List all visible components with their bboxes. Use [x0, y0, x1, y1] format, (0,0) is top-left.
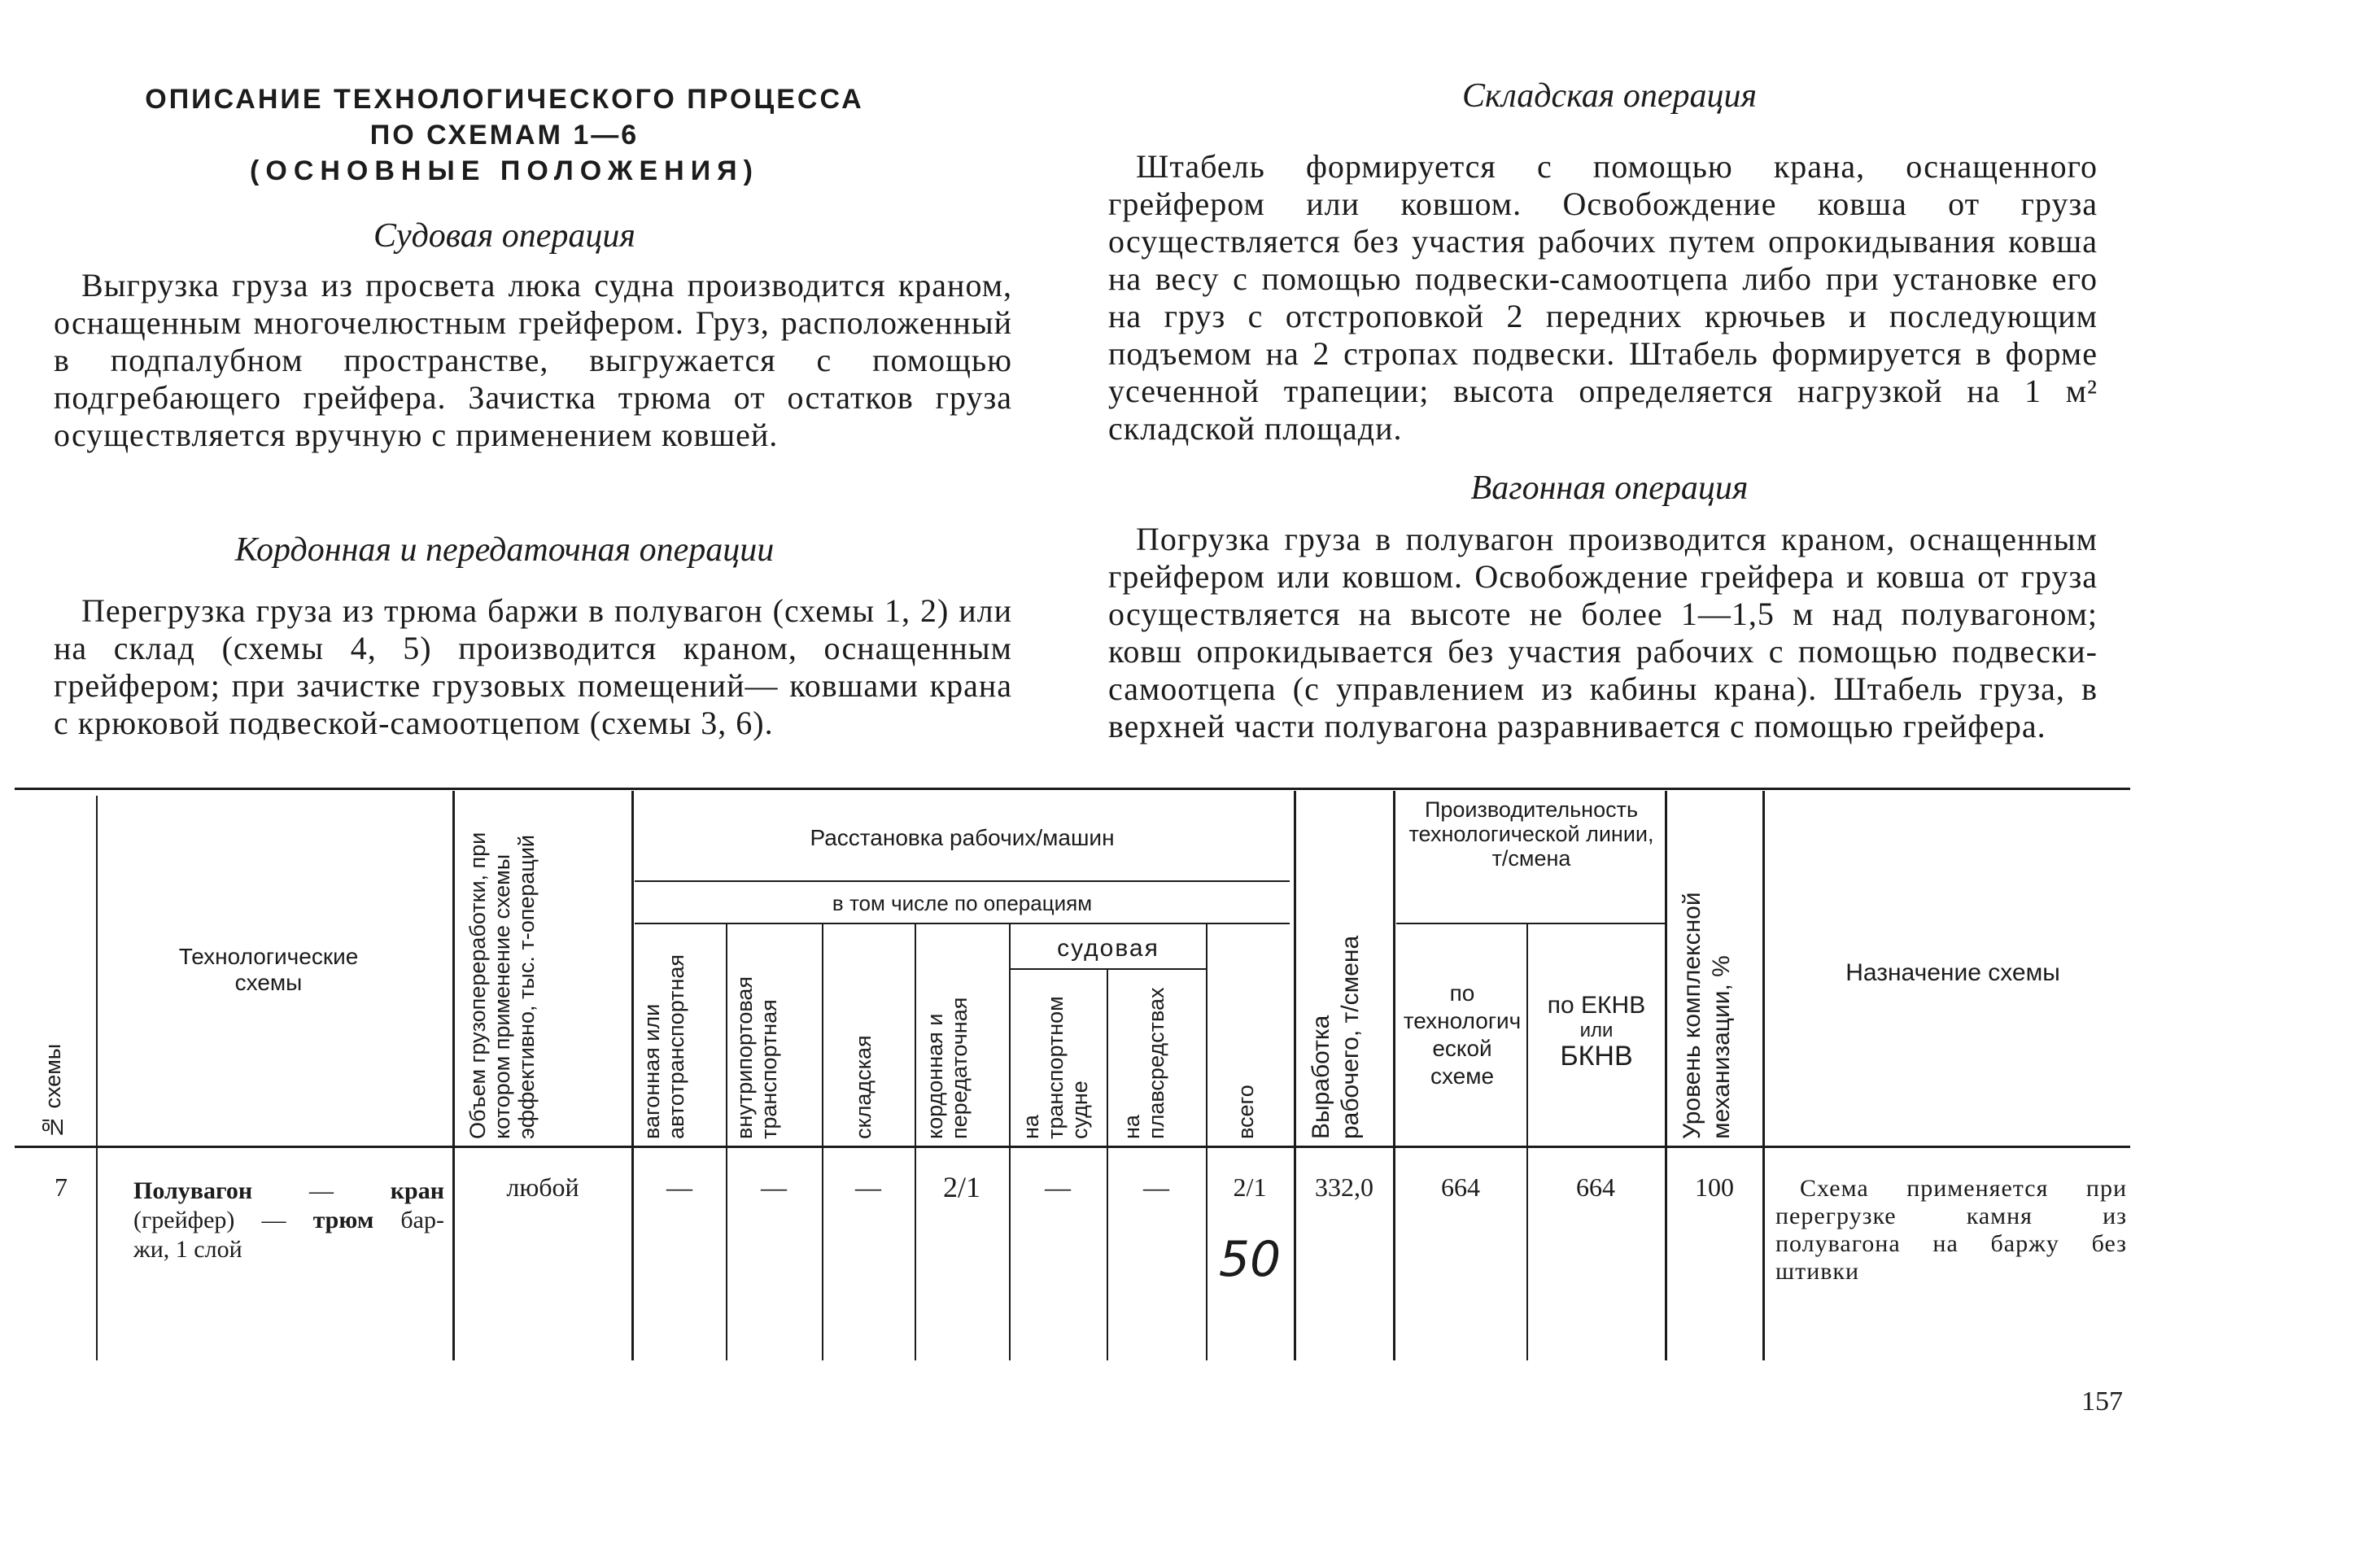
section-title-warehouse-operation: Складская операция — [1461, 77, 1757, 115]
productivity-subrule — [1396, 923, 1666, 924]
header-output-per-worker: Выработка рабочего, т/смена — [1308, 935, 1364, 1139]
row-wagon-auto: — — [666, 1172, 692, 1202]
row-purpose: Схема применяется при перегрузке камня из полувагона на баржу без штивки — [1775, 1175, 2127, 1285]
row-warehouse: — — [855, 1172, 881, 1202]
row-tech-scheme-line1 — [133, 1177, 444, 1206]
col-rule-9 — [1206, 923, 1207, 1360]
row-tech-scheme-dash2: — — [261, 1207, 286, 1233]
row-tech-scheme-line3: жи, 1 слой — [133, 1236, 242, 1263]
main-heading-line1: ОПИСАНИЕ ТЕХНОЛОГИЧЕСКОГО ПРОЦЕССА — [145, 84, 864, 115]
row-total-handwritten-note: 50 — [1218, 1231, 1282, 1288]
row-tech-scheme — [133, 1177, 444, 1264]
row-by-tech-scheme: 664 — [1441, 1172, 1480, 1202]
header-purpose: Назначение схемы — [1845, 959, 2060, 986]
placement-subrule — [635, 880, 1290, 882]
col-rule-5 — [822, 923, 823, 1360]
col-rule-7 — [1009, 923, 1011, 1360]
header-incl-operations: в том числе по операциям — [832, 891, 1093, 915]
row-by-eknv: 664 — [1576, 1172, 1615, 1202]
header-by-eknv-line2: или — [1579, 1019, 1614, 1041]
header-total: всего — [1234, 1085, 1258, 1139]
paragraph-wagon-operation: Погрузка груза в полувагон производится краном, оснащенным грейфером или ковшом. Освобождение грейфера и ковша от груза осуществляется на высоте не более 1—1,5 м над полувагоном; ковш опрокидывается без участия рабочих с помощью подвески-самоотцепа (с управлением из кабины крана). Штабель груза, в верхней части полувагона разравнивается с помощью грейфера. — [1108, 521, 2098, 744]
paragraph-cordon-operations: Перегрузка груза из трюма баржи в полувагон (схемы 1, 2) или на склад (схемы 4, 5) производится краном, оснащенным грейфером; при зачистке грузовых помещений— ковшами крана с крюковой подвеской-самоотцепом (схемы 3, 6). — [54, 592, 1012, 741]
header-intraport: внутрипортовая транспортная — [732, 976, 781, 1139]
row-tech-scheme-barge: бар- — [400, 1207, 444, 1233]
main-heading-line3: (ОСНОВНЫЕ ПОЛОЖЕНИЯ) — [250, 155, 759, 186]
col-rule-8 — [1107, 968, 1108, 1360]
page-number: 157 — [2081, 1386, 2123, 1417]
row-scheme-no: 7 — [55, 1172, 68, 1202]
row-tech-scheme-hold: трюм — [312, 1207, 374, 1233]
header-by-tech-scheme: по технологической схеме — [1403, 980, 1522, 1089]
col-rule-2 — [452, 791, 455, 1360]
operations-subrule — [635, 923, 1290, 924]
row-tech-scheme-dash1: — — [308, 1177, 334, 1204]
row-cordon: 2/1 — [942, 1171, 980, 1203]
row-intraport: — — [761, 1172, 787, 1202]
row-output-per-worker: 332,0 — [1315, 1172, 1373, 1202]
row-tech-scheme-line2 — [133, 1206, 444, 1235]
header-mechanization: Уровень комплексной механизации, % — [1679, 892, 1735, 1139]
row-on-floating: — — [1143, 1172, 1169, 1202]
row-total: 2/1 — [1233, 1172, 1267, 1202]
row-tech-scheme-wagon: Полувагон — [133, 1177, 253, 1204]
table-top-rule — [15, 788, 2130, 790]
col-rule-4 — [726, 923, 727, 1360]
row-tech-scheme-crane: кран — [390, 1177, 444, 1204]
header-tech-schemes: Технологические схемы — [178, 944, 359, 995]
header-on-transport-vessel: на транспортном судне — [1019, 996, 1092, 1139]
section-title-cordon-operations: Кордонная и передаточная операции — [234, 531, 775, 569]
header-wagon-auto: вагонная или автотранспортная — [640, 954, 688, 1139]
row-volume: любой — [506, 1172, 579, 1202]
header-cordon: кордонная и передаточная — [923, 997, 972, 1139]
header-on-floating: на плавсредствах — [1120, 987, 1168, 1139]
header-placement: Расстановка рабочих/машин — [810, 825, 1115, 850]
col-rule-13 — [1665, 791, 1667, 1360]
col-rule-6 — [915, 923, 916, 1360]
header-ship: судовая — [1057, 935, 1159, 962]
main-heading — [98, 81, 911, 189]
ship-subrule — [1011, 968, 1207, 970]
section-title-ship-operation: Судовая операция — [373, 217, 635, 255]
header-by-eknv — [1530, 991, 1663, 1071]
row-on-transport-vessel: — — [1045, 1172, 1071, 1202]
header-scheme-no: № схемы — [41, 1043, 65, 1139]
main-heading-line2: ПО СХЕМАМ 1—6 — [369, 120, 640, 151]
col-rule-10 — [1294, 791, 1296, 1360]
col-rule-3 — [631, 791, 634, 1360]
paragraph-warehouse-operation: Штабель формируется с помощью крана, оснащенного грейфером или ковшом. Освобождение ковша от груза осуществляется без участия рабочих путем опрокидывания ковша на весу с помощью подвески-самоотцепа либо при установке его на груз с отстроповкой 2 передних крючьев и последующим подъемом на 2 стропах подвески. Штабель формируется в форме усеченной трапеции; высота определяется нагрузкой на 1 м² складской площади. — [1108, 148, 2098, 447]
header-bottom-rule — [15, 1146, 2130, 1148]
col-rule-11 — [1393, 791, 1395, 1360]
header-by-eknv-line3: БКНВ — [1560, 1041, 1633, 1072]
row-mechanization: 100 — [1695, 1172, 1734, 1202]
paragraph-ship-operation: Выгрузка груза из просвета люка судна производится краном, оснащенным многочелюстным грейфером. Груз, расположенный в подпалубном пространстве, выгружается с помощью подгребающего грейфера. Зачистка трюма от остатков груза осуществляется вручную с применением ковшей. — [54, 267, 1012, 453]
col-rule-1 — [96, 796, 98, 1360]
col-rule-14 — [1762, 791, 1765, 1360]
section-title-wagon-operation: Вагонная операция — [1470, 469, 1749, 507]
header-warehouse: складская — [851, 1035, 876, 1139]
header-volume: Объем грузопереработки, при котором применение схемы эффективно, тыс. т-операций — [465, 832, 539, 1139]
col-rule-12 — [1526, 923, 1528, 1360]
header-productivity: Производительность технологической линии, т/смена — [1408, 797, 1654, 871]
header-by-eknv-line1: по ЕКНВ — [1547, 992, 1646, 1019]
row-tech-scheme-grab: (грейфер) — [133, 1207, 235, 1233]
